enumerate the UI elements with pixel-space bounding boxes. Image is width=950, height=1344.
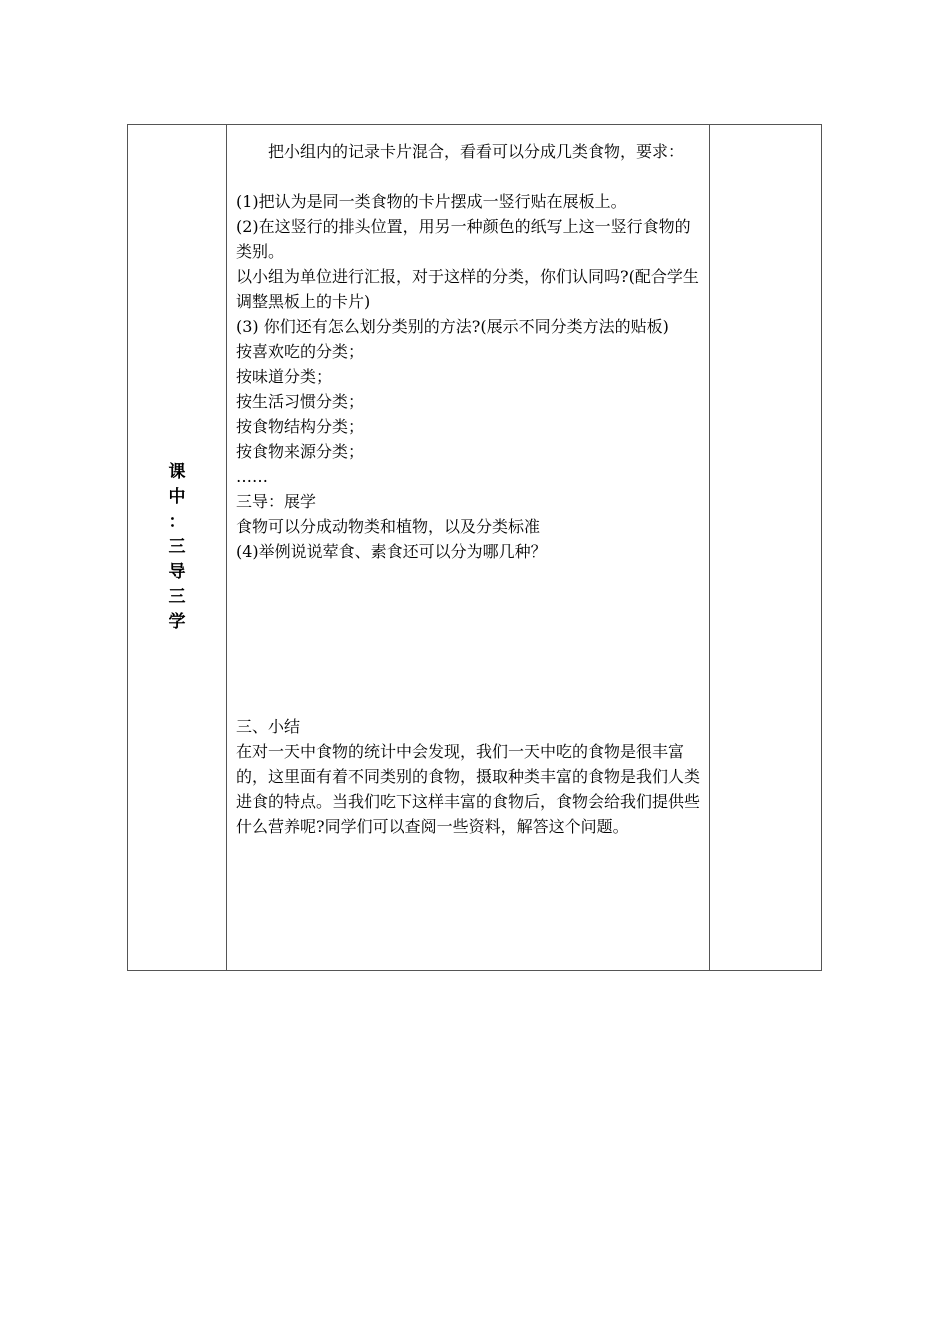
- stage-label-char: 导: [168, 562, 186, 582]
- method-item: 按味道分类；: [236, 367, 333, 386]
- method-item: 按食物结构分类；: [236, 417, 365, 436]
- method-item: 按喜欢吃的分类；: [236, 342, 365, 361]
- summary-text: 在对一天中食物的统计中会发现，我们一天中吃的食物是很丰富的，这里面有着不同类别的食物，摄取种类丰富的食物是我们人类进食的特点。当我们吃下这样丰富的食物后，食物会给我们提供些什么营养呢?同学们可以查阅一些资料，解答这个问题。: [236, 742, 701, 836]
- requirement-3: (3) 你们还有怎么划分类别的方法?(展示不同分类方法的贴板): [236, 317, 669, 336]
- summary-title: 三、小结: [236, 717, 301, 736]
- notes-cell: [710, 125, 821, 970]
- stage-label-char: 中: [168, 487, 186, 507]
- requirement-2: (2)在这竖行的排头位置，用另一种颜色的纸写上这一竖行食物的类别。: [236, 217, 691, 261]
- guide3-title: 三导：展学: [236, 492, 317, 511]
- lesson-table: [127, 124, 822, 971]
- method-item: 按食物来源分类；: [236, 442, 365, 461]
- lesson-content-cell: [227, 125, 710, 970]
- stage-label: [169, 460, 186, 635]
- intro-paragraph: 把小组内的记录卡片混合，看看可以分成几类食物，要求：: [268, 142, 685, 161]
- method-item: 按生活习惯分类；: [236, 392, 365, 411]
- requirement-4: (4)举例说说荤食、素食还可以分为哪几种？: [236, 542, 547, 561]
- stage-label-char: 三: [168, 587, 186, 607]
- requirement-1: (1)把认为是同一类食物的卡片摆成一竖行贴在展板上。: [236, 192, 627, 211]
- report-paragraph: 以小组为单位进行汇报，对于这样的分类，你们认同吗?(配合学生调整黑板上的卡片): [236, 267, 699, 311]
- stage-label-cell: [128, 125, 227, 970]
- ellipsis: ……: [236, 467, 268, 486]
- stage-label-char: ：: [168, 512, 186, 532]
- stage-label-char: 学: [168, 612, 186, 632]
- stage-label-char: 课: [168, 462, 186, 482]
- guide3-text: 食物可以分成动物类和植物，以及分类标准: [236, 517, 541, 536]
- stage-label-char: 三: [168, 537, 186, 557]
